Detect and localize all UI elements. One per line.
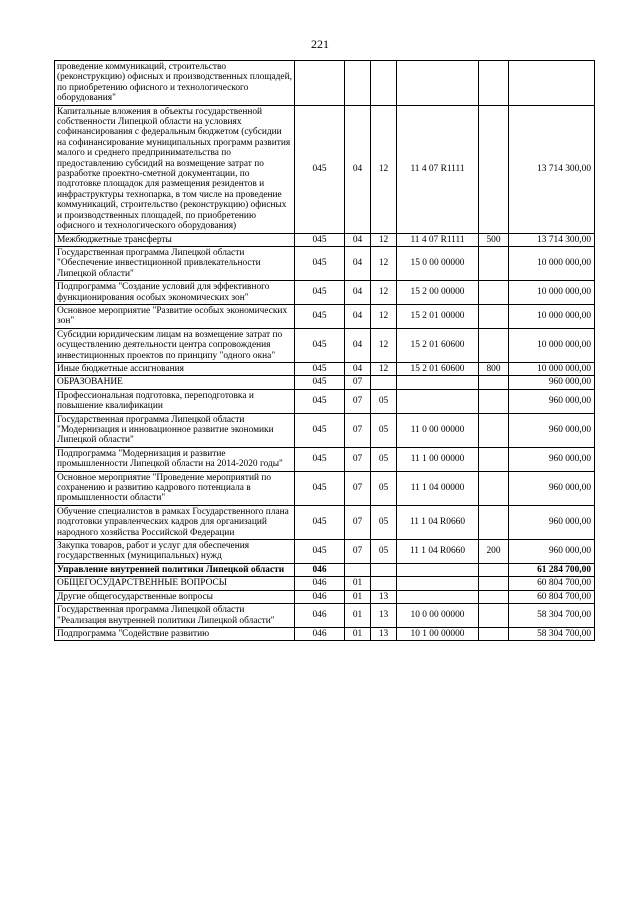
target-article-cell: 10 1 00 00000 — [397, 627, 479, 640]
row-name-cell: Закупка товаров, работ и услуг для обеспечения государственных (муниципальных) нужд — [55, 540, 295, 564]
amount-cell: 960 000,00 — [509, 505, 595, 539]
amount-cell: 10 000 000,00 — [509, 281, 595, 305]
amount-cell: 60 804 700,00 — [509, 577, 595, 590]
row-name-cell: Государственная программа Липецкой области "Модернизация и инновационное развитие экономики Липецкой области" — [55, 413, 295, 447]
amount-cell: 13 714 300,00 — [509, 233, 595, 246]
subsection-code-cell: 05 — [371, 540, 397, 564]
amount-cell: 10 000 000,00 — [509, 304, 595, 328]
row-name-cell: Профессиональная подготовка, переподготовка и повышение квалификации — [55, 389, 295, 413]
table-row — [55, 413, 595, 447]
expense-type-cell — [479, 577, 509, 590]
table-row — [55, 233, 595, 246]
target-article-cell: 11 1 00 00000 — [397, 447, 479, 471]
table-row — [55, 590, 595, 603]
target-article-cell: 11 0 00 00000 — [397, 413, 479, 447]
amount-cell: 960 000,00 — [509, 376, 595, 389]
ved-code-cell: 045 — [295, 447, 345, 471]
subsection-code-cell: 05 — [371, 447, 397, 471]
table-row — [55, 604, 595, 628]
table-row — [55, 105, 595, 233]
amount-cell: 58 304 700,00 — [509, 604, 595, 628]
row-name-cell: ОБЩЕГОСУДАРСТВЕННЫЕ ВОПРОСЫ — [55, 577, 295, 590]
subsection-code-cell: 12 — [371, 105, 397, 233]
amount-cell: 10 000 000,00 — [509, 362, 595, 375]
section-code-cell: 04 — [345, 304, 371, 328]
subsection-code-cell: 12 — [371, 233, 397, 246]
amount-cell: 960 000,00 — [509, 389, 595, 413]
expense-type-cell — [479, 246, 509, 280]
ved-code-cell: 045 — [295, 304, 345, 328]
ved-code-cell: 045 — [295, 471, 345, 505]
target-article-cell — [397, 389, 479, 413]
target-article-cell: 10 0 00 00000 — [397, 604, 479, 628]
expense-type-cell — [479, 61, 509, 106]
section-code-cell: 01 — [345, 627, 371, 640]
expense-type-cell — [479, 328, 509, 362]
expense-type-cell: 500 — [479, 233, 509, 246]
table-row — [55, 627, 595, 640]
ved-code-cell: 046 — [295, 590, 345, 603]
section-code-cell: 01 — [345, 590, 371, 603]
subsection-code-cell — [371, 61, 397, 106]
target-article-cell: 15 0 00 00000 — [397, 246, 479, 280]
expense-type-cell — [479, 627, 509, 640]
section-code-cell: 07 — [345, 505, 371, 539]
target-article-cell — [397, 563, 479, 576]
ved-code-cell: 046 — [295, 563, 345, 576]
section-code-cell: 07 — [345, 540, 371, 564]
expense-type-cell — [479, 389, 509, 413]
target-article-cell: 15 2 00 00000 — [397, 281, 479, 305]
section-code-cell: 04 — [345, 362, 371, 375]
ved-code-cell: 045 — [295, 281, 345, 305]
ved-code-cell: 045 — [295, 540, 345, 564]
expense-type-cell — [479, 413, 509, 447]
amount-cell — [509, 61, 595, 106]
row-name-cell: Межбюджетные трансферты — [55, 233, 295, 246]
expense-type-cell — [479, 376, 509, 389]
row-name-cell: Обучение специалистов в рамках Государственного плана подготовки управленческих кадров для организаций народного хозяйства Российской Федерации — [55, 505, 295, 539]
table-body — [55, 61, 595, 641]
subsection-code-cell — [371, 376, 397, 389]
subsection-code-cell: 05 — [371, 471, 397, 505]
expense-type-cell — [479, 604, 509, 628]
target-article-cell — [397, 61, 479, 106]
target-article-cell: 11 1 04 00000 — [397, 471, 479, 505]
target-article-cell: 11 1 04 R0660 — [397, 505, 479, 539]
expense-type-cell — [479, 447, 509, 471]
row-name-cell: Управление внутренней политики Липецкой области — [55, 563, 295, 576]
target-article-cell: 11 4 07 R1111 — [397, 105, 479, 233]
section-code-cell: 04 — [345, 281, 371, 305]
ved-code-cell: 045 — [295, 233, 345, 246]
ved-code-cell: 045 — [295, 246, 345, 280]
table-row — [55, 376, 595, 389]
row-name-cell: Иные бюджетные ассигнования — [55, 362, 295, 375]
target-article-cell — [397, 376, 479, 389]
ved-code-cell — [295, 61, 345, 106]
ved-code-cell: 046 — [295, 627, 345, 640]
section-code-cell: 01 — [345, 604, 371, 628]
target-article-cell — [397, 577, 479, 590]
section-code-cell — [345, 61, 371, 106]
subsection-code-cell: 12 — [371, 281, 397, 305]
amount-cell: 960 000,00 — [509, 447, 595, 471]
expense-type-cell: 200 — [479, 540, 509, 564]
table-row — [55, 328, 595, 362]
table-row — [55, 505, 595, 539]
ved-code-cell: 045 — [295, 362, 345, 375]
ved-code-cell: 046 — [295, 577, 345, 590]
row-name-cell: проведение коммуникаций, строительство (реконструкцию) офисных и производственных площадей, по приобретению офисного и технологического оборудования" — [55, 61, 295, 106]
subsection-code-cell: 12 — [371, 362, 397, 375]
target-article-cell — [397, 590, 479, 603]
expense-type-cell — [479, 304, 509, 328]
subsection-code-cell: 05 — [371, 389, 397, 413]
table-row — [55, 362, 595, 375]
target-article-cell: 15 2 01 60600 — [397, 328, 479, 362]
subsection-code-cell — [371, 563, 397, 576]
table-row — [55, 246, 595, 280]
section-code-cell: 04 — [345, 328, 371, 362]
subsection-code-cell — [371, 577, 397, 590]
expense-type-cell — [479, 563, 509, 576]
row-name-cell: Государственная программа Липецкой области "Реализация внутренней политики Липецкой области" — [55, 604, 295, 628]
row-name-cell: ОБРАЗОВАНИЕ — [55, 376, 295, 389]
table-row — [55, 304, 595, 328]
subsection-code-cell: 12 — [371, 246, 397, 280]
section-code-cell — [345, 563, 371, 576]
row-name-cell: Подпрограмма "Модернизация и развитие промышленности Липецкой области на 2014-2020 годы" — [55, 447, 295, 471]
subsection-code-cell: 13 — [371, 604, 397, 628]
table-row — [55, 563, 595, 576]
expense-type-cell: 800 — [479, 362, 509, 375]
row-name-cell: Государственная программа Липецкой области "Обеспечение инвестиционной привлекательности Липецкой области" — [55, 246, 295, 280]
ved-code-cell: 045 — [295, 389, 345, 413]
section-code-cell: 01 — [345, 577, 371, 590]
amount-cell: 960 000,00 — [509, 471, 595, 505]
row-name-cell: Основное мероприятие "Проведение мероприятий по сохранению и развитию кадрового потенциала в промышленности области" — [55, 471, 295, 505]
section-code-cell: 04 — [345, 105, 371, 233]
expense-type-cell — [479, 105, 509, 233]
ved-code-cell: 045 — [295, 413, 345, 447]
amount-cell: 13 714 300,00 — [509, 105, 595, 233]
section-code-cell: 04 — [345, 246, 371, 280]
amount-cell: 10 000 000,00 — [509, 246, 595, 280]
amount-cell: 61 284 700,00 — [509, 563, 595, 576]
amount-cell: 10 000 000,00 — [509, 328, 595, 362]
amount-cell: 60 804 700,00 — [509, 590, 595, 603]
subsection-code-cell: 05 — [371, 413, 397, 447]
section-code-cell: 07 — [345, 413, 371, 447]
row-name-cell: Подпрограмма "Содействие развитию — [55, 627, 295, 640]
table-row — [55, 540, 595, 564]
ved-code-cell: 045 — [295, 328, 345, 362]
target-article-cell: 15 2 01 60600 — [397, 362, 479, 375]
target-article-cell: 15 2 01 00000 — [397, 304, 479, 328]
ved-code-cell: 045 — [295, 505, 345, 539]
table-row — [55, 61, 595, 106]
target-article-cell: 11 1 04 R0660 — [397, 540, 479, 564]
amount-cell: 960 000,00 — [509, 413, 595, 447]
expense-type-cell — [479, 471, 509, 505]
page-number: 221 — [311, 37, 329, 51]
ved-code-cell: 045 — [295, 376, 345, 389]
row-name-cell: Основное мероприятие "Развитие особых экономических зон" — [55, 304, 295, 328]
section-code-cell: 04 — [345, 233, 371, 246]
budget-table — [54, 60, 595, 641]
amount-cell: 960 000,00 — [509, 540, 595, 564]
expense-type-cell — [479, 281, 509, 305]
table-row — [55, 281, 595, 305]
section-code-cell: 07 — [345, 447, 371, 471]
section-code-cell: 07 — [345, 389, 371, 413]
subsection-code-cell: 13 — [371, 627, 397, 640]
subsection-code-cell: 13 — [371, 590, 397, 603]
row-name-cell: Капитальные вложения в объекты государственной собственности Липецкой области на условиях софинансирования с федеральным бюджетом (субсидии на софинансирование муниципальных программ развития малого и среднего предпринимательства по предоставлению субсидий на возмещение затрат по разработке проектно-сметной документации, по подготовке площадок для размещения резидентов и инфраструктуры технопарка, в том числе на проведение коммуникаций, строительство (реконструкцию) офисных и производственных площадей, по приобретению офисного и технологического оборудования) — [55, 105, 295, 233]
target-article-cell: 11 4 07 R1111 — [397, 233, 479, 246]
table-row — [55, 389, 595, 413]
row-name-cell: Другие общегосударственные вопросы — [55, 590, 295, 603]
row-name-cell: Подпрограмма "Создание условий для эффективного функционирования особых экономических зон" — [55, 281, 295, 305]
section-code-cell: 07 — [345, 471, 371, 505]
table-row — [55, 447, 595, 471]
subsection-code-cell: 05 — [371, 505, 397, 539]
amount-cell: 58 304 700,00 — [509, 627, 595, 640]
subsection-code-cell: 12 — [371, 328, 397, 362]
row-name-cell: Субсидии юридическим лицам на возмещение затрат по осуществлению деятельности центра сопровождения инвестиционных проектов по принципу "одного окна" — [55, 328, 295, 362]
expense-type-cell — [479, 590, 509, 603]
subsection-code-cell: 12 — [371, 304, 397, 328]
expense-type-cell — [479, 505, 509, 539]
table-row — [55, 471, 595, 505]
table-row — [55, 577, 595, 590]
section-code-cell: 07 — [345, 376, 371, 389]
ved-code-cell: 046 — [295, 604, 345, 628]
ved-code-cell: 045 — [295, 105, 345, 233]
